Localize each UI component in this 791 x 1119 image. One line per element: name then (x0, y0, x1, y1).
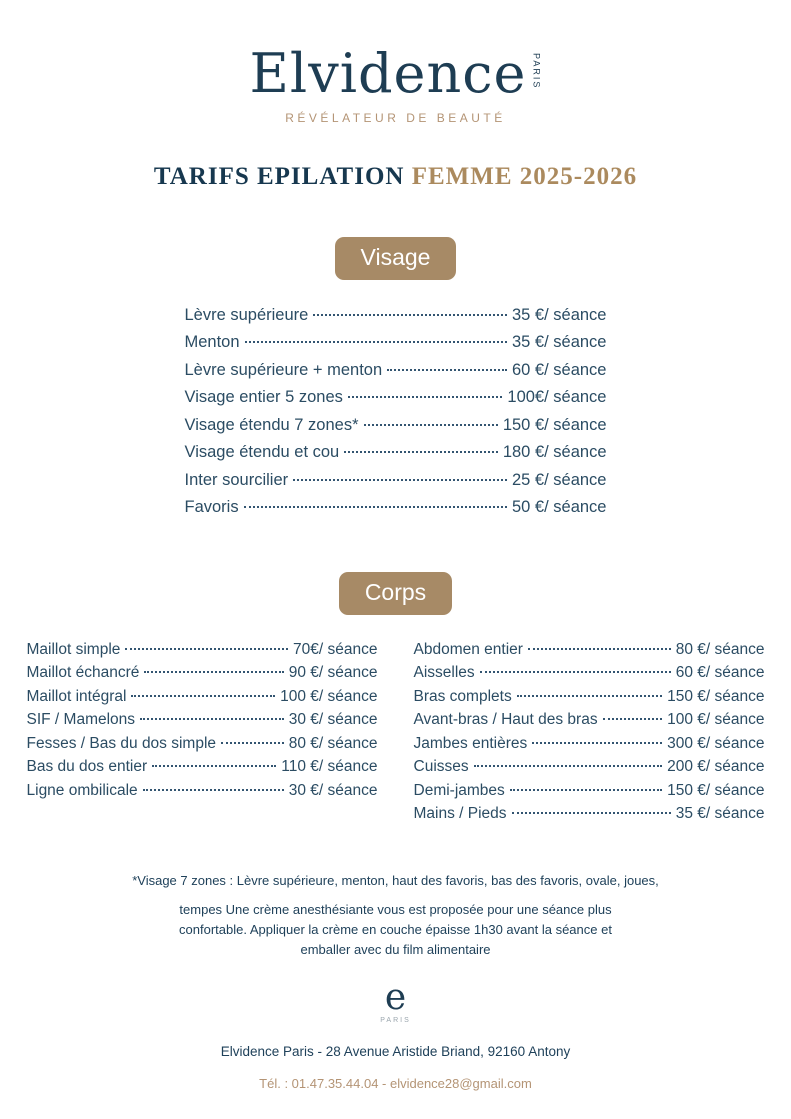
service-price: 80 €/ séance (288, 734, 378, 752)
dotted-leader (474, 765, 662, 767)
dotted-leader (532, 742, 662, 744)
price-row (27, 735, 378, 753)
corps-price-columns (27, 641, 765, 829)
footer-contact: Tél. : 01.47.35.44.04 - elvidence28@gmail.com (259, 1076, 532, 1092)
service-price: 35 €/ séance (512, 333, 607, 352)
price-row (185, 498, 607, 517)
dotted-leader (528, 648, 671, 650)
service-label: Visage étendu 7 zones* (184, 415, 359, 434)
price-row (414, 711, 765, 729)
service-price: 70€/ séance (293, 640, 378, 658)
service-price: 100 €/ séance (667, 711, 765, 729)
brand-tagline: RÉVÉLATEUR DE BEAUTÉ (285, 110, 506, 125)
service-price: 100€/ séance (507, 388, 607, 407)
price-row (27, 782, 378, 800)
visage-price-list (185, 306, 607, 526)
dotted-leader (293, 479, 507, 481)
price-row (185, 361, 607, 380)
service-label: Menton (184, 333, 240, 352)
dotted-leader (221, 742, 284, 744)
service-label: Visage entier 5 zones (184, 388, 343, 407)
service-label: Favoris (184, 498, 239, 517)
dotted-leader (245, 341, 507, 343)
price-row (414, 782, 765, 800)
service-price: 30 €/ séance (288, 781, 378, 799)
service-label: Demi-jambes (413, 781, 505, 799)
title-highlight: FEMME 2025-2026 (411, 162, 638, 190)
price-row (27, 711, 378, 729)
dotted-leader (125, 648, 288, 650)
price-row (185, 416, 607, 435)
price-row (185, 443, 607, 462)
service-label: Maillot simple (26, 640, 121, 658)
section-badge-visage: Visage (335, 237, 457, 280)
price-row (27, 758, 378, 776)
service-label: Bras complets (413, 687, 512, 705)
price-row (27, 641, 378, 659)
brand-logo-row (249, 42, 542, 105)
dotted-leader (348, 396, 503, 398)
price-row (185, 306, 607, 325)
service-price: 30 €/ séance (288, 711, 378, 729)
dotted-leader (517, 695, 662, 697)
dotted-leader (313, 314, 507, 316)
service-price: 150 €/ séance (667, 781, 765, 799)
dotted-leader (131, 695, 275, 697)
price-row (414, 758, 765, 776)
service-price: 80 €/ séance (675, 640, 765, 658)
service-price: 60 €/ séance (512, 360, 607, 379)
service-price: 60 €/ séance (675, 664, 765, 682)
dotted-leader (603, 718, 663, 720)
dotted-leader (387, 369, 507, 371)
service-label: Mains / Pieds (413, 805, 507, 823)
price-row (27, 664, 378, 682)
service-price: 110 €/ séance (281, 758, 378, 776)
section-badge-corps: Corps (339, 572, 452, 615)
price-row (185, 388, 607, 407)
service-price: 50 €/ séance (512, 498, 607, 517)
service-label: Lèvre supérieure + menton (184, 360, 383, 379)
service-price: 35 €/ séance (675, 805, 765, 823)
footer-logo-mark: e (384, 977, 407, 1019)
service-price: 300 €/ séance (667, 734, 765, 752)
dotted-leader (480, 671, 671, 673)
service-price: 150 €/ séance (667, 687, 765, 705)
footnote-line-1: *Visage 7 zones : Lèvre supérieure, menton, haut des favoris, bas des favoris, ovale, joues, (132, 872, 659, 888)
price-row (185, 471, 607, 490)
service-label: Aisselles (413, 664, 475, 682)
footer-address: Elvidence Paris - 28 Avenue Aristide Briand, 92160 Antony (220, 1044, 571, 1060)
footnote (76, 871, 716, 961)
dotted-leader (244, 506, 507, 508)
price-row (185, 333, 607, 352)
footnote-line-2: tempes Une crème anesthésiante vous est proposée pour une séance plus confortable. Appliquer la crème en couche épaisse 1h30 avant la séance et emballer avec du film alimentaire (179, 901, 612, 958)
price-row (414, 688, 765, 706)
dotted-leader (140, 718, 284, 720)
service-price: 100 €/ séance (280, 687, 378, 705)
page-title (154, 163, 637, 191)
service-price: 150 €/ séance (502, 415, 607, 434)
service-label: Inter sourcilier (184, 470, 289, 489)
service-label: Visage étendu et cou (184, 443, 340, 462)
title-main: TARIFS EPILATION (153, 162, 405, 190)
dotted-leader (344, 451, 498, 453)
service-label: Jambes entières (413, 734, 528, 752)
corps-price-list-left (27, 641, 378, 829)
service-label: Lèvre supérieure (184, 305, 309, 324)
service-price: 35 €/ séance (512, 305, 607, 324)
service-price: 180 €/ séance (502, 443, 607, 462)
service-price: 90 €/ séance (288, 664, 378, 682)
service-price: 25 €/ séance (512, 470, 607, 489)
service-label: SIF / Mamelons (26, 711, 136, 729)
brand-logo: Elvidence (249, 42, 527, 105)
brand-logo-city: PARIS (531, 53, 542, 90)
dotted-leader (510, 789, 662, 791)
price-row (414, 664, 765, 682)
price-row (27, 688, 378, 706)
dotted-leader (143, 789, 284, 791)
price-row (414, 641, 765, 659)
dotted-leader (152, 765, 276, 767)
brand-header (249, 42, 542, 125)
dotted-leader (512, 812, 671, 814)
service-label: Bas du dos entier (26, 758, 148, 776)
price-row (414, 805, 765, 823)
price-row (414, 735, 765, 753)
corps-price-list-right (414, 641, 765, 829)
service-price: 200 €/ séance (667, 758, 765, 776)
service-label: Abdomen entier (413, 640, 523, 658)
dotted-leader (364, 424, 498, 426)
footer-logo (380, 977, 411, 1025)
dotted-leader (144, 671, 283, 673)
footer-logo-city: PARIS (380, 1017, 411, 1025)
service-label: Avant-bras / Haut des bras (413, 711, 598, 729)
service-label: Maillot intégral (26, 687, 127, 705)
service-label: Fesses / Bas du dos simple (26, 734, 217, 752)
service-label: Maillot échancré (26, 664, 140, 682)
service-label: Cuisses (413, 758, 469, 776)
service-label: Ligne ombilicale (26, 781, 138, 799)
